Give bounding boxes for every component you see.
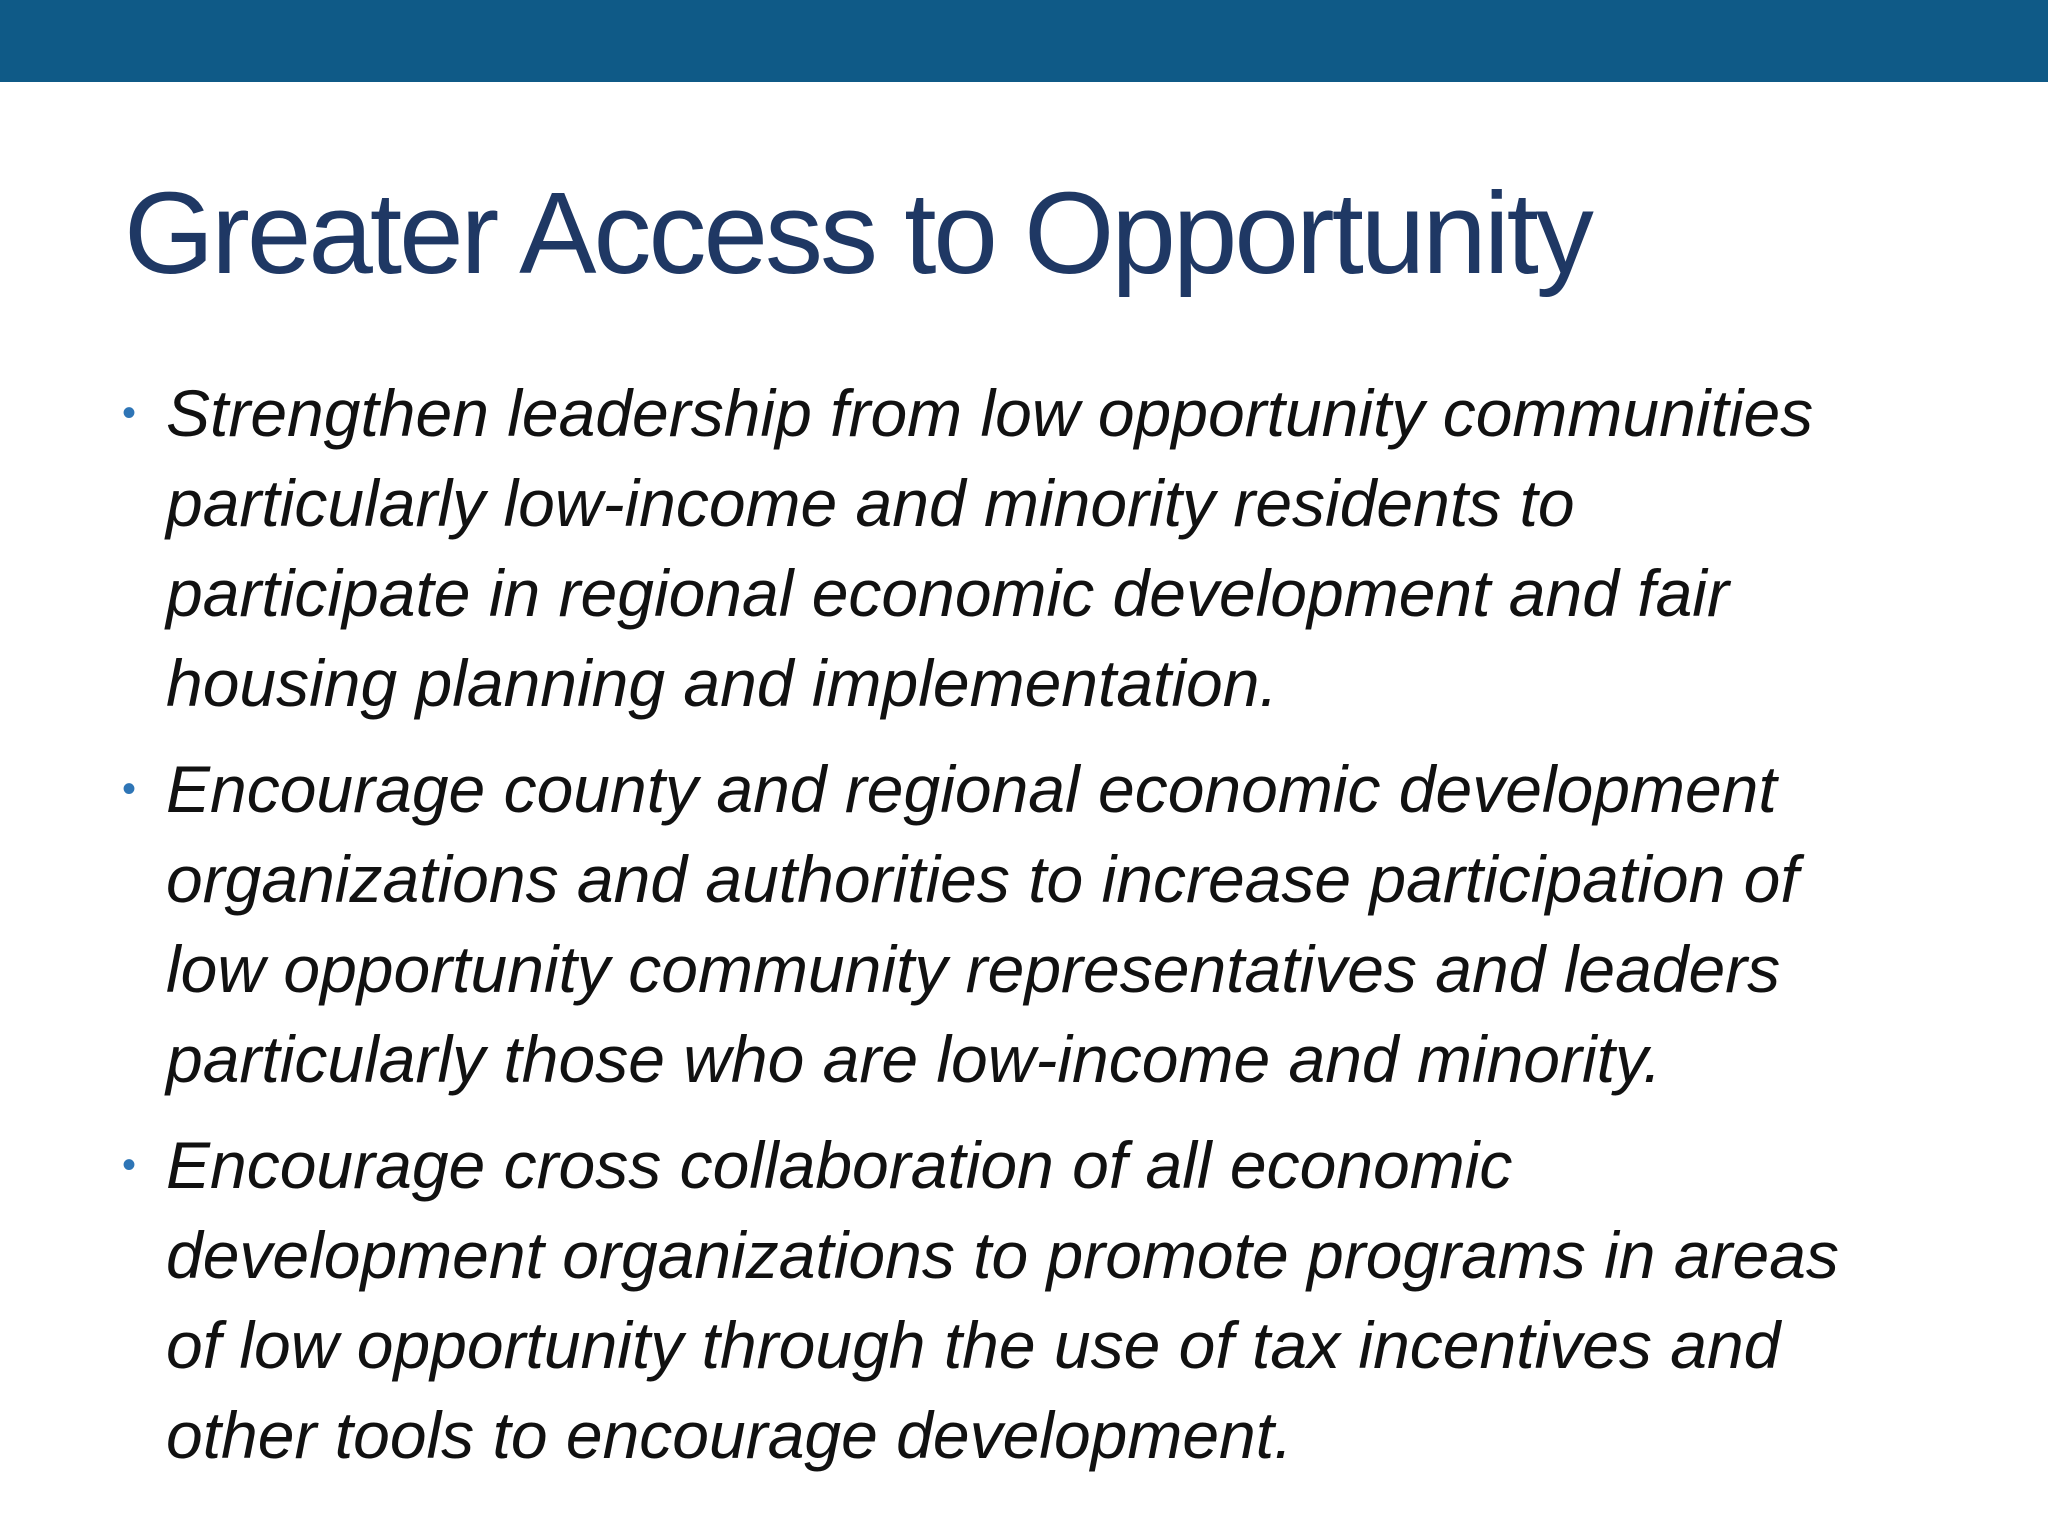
- header-bar: [0, 0, 2048, 82]
- bullet-text-line: organizations and authorities to increase participation of: [166, 842, 1799, 916]
- bullet-text-line: of low opportunity through the use of tax incentives and: [166, 1308, 1781, 1382]
- bullet-icon: •: [122, 767, 137, 811]
- slide-title: Greater Access to Opportunity: [124, 168, 1591, 298]
- bullet-text-line: low opportunity community representatives and leaders: [166, 932, 1781, 1006]
- bullet-text-line: other tools to encourage development.: [166, 1398, 1293, 1472]
- bullet-icon: •: [122, 1143, 137, 1187]
- bullet-text-line: Encourage cross collaboration of all economic: [166, 1128, 1513, 1202]
- bullet-item: [122, 744, 1922, 1104]
- bullet-item: [122, 1120, 1922, 1480]
- bullet-item: [122, 368, 1922, 728]
- bullet-text-line: participate in regional economic development and fair: [166, 556, 1729, 630]
- bullet-text-line: Strengthen leadership from low opportunity communities: [166, 376, 1814, 450]
- bullet-text-line: particularly those who are low-income and minority.: [166, 1022, 1662, 1096]
- bullet-text-line: development organizations to promote programs in areas: [166, 1218, 1839, 1292]
- bullet-list: [122, 368, 1922, 1496]
- bullet-icon: •: [122, 391, 137, 435]
- bullet-text-line: particularly low-income and minority residents to: [166, 466, 1575, 540]
- bullet-text-line: Encourage county and regional economic development: [166, 752, 1777, 826]
- bullet-text-line: housing planning and implementation.: [166, 646, 1278, 720]
